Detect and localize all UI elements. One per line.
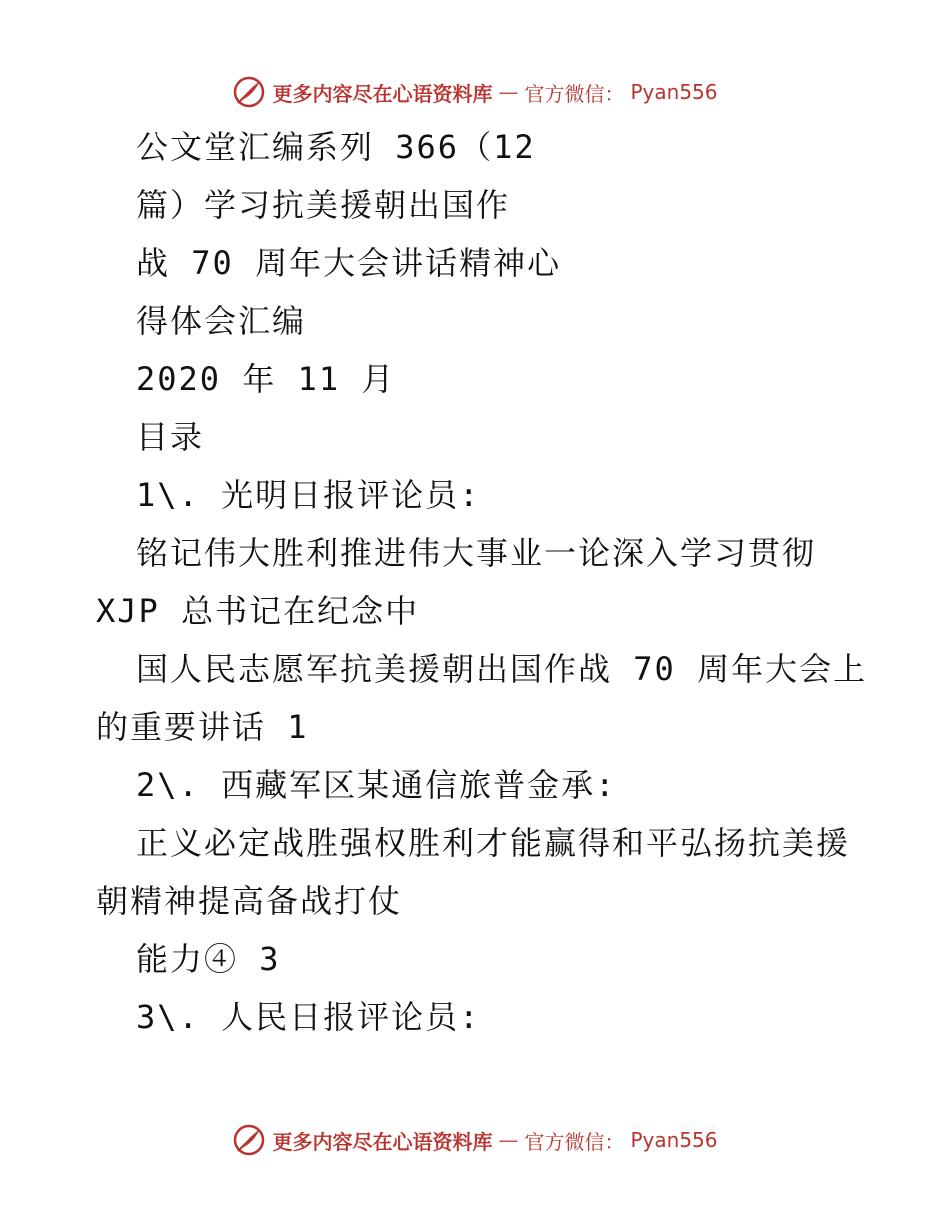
banner-wechat-label: 官方微信： [524,1129,625,1154]
footer-banner [0,1118,950,1162]
document-body [96,118,886,1046]
banner-slogan: 更多内容尽在心语资料库 [272,81,493,106]
toc-line: 正义必定战胜强权胜利才能赢得和平弘扬抗美援 [136,824,851,862]
banner-wechat-id: Pyan556 [630,80,718,104]
toc-line: 2\. 西藏军区某通信旅普金承: [136,766,617,804]
toc-line: 1\. 光明日报评论员: [136,476,481,514]
doc-title-line-1: 公文堂汇编系列 366（12 [136,128,536,166]
banner-separator: — [498,1128,519,1152]
toc-line: 铭记伟大胜利推进伟大事业一论深入学习贯彻 [136,534,817,572]
toc-list [96,466,886,1046]
toc-heading: 目录 [136,418,205,456]
toc-line: 朝精神提高备战打仗 [96,882,403,920]
toc-line: 国人民志愿军抗美援朝出国作战 70 周年大会上 [136,650,868,688]
header-banner [0,70,950,114]
toc-line: XJP 总书记在纪念中 [96,592,420,630]
toc-line: 能力④ 3 [136,940,281,978]
doc-title-line-4: 得体会汇编 [136,302,307,340]
doc-date: 2020 年 11 月 [136,360,396,398]
feather-logo-icon [232,75,266,109]
doc-title-line-2: 篇）学习抗美援朝出国作 [136,186,511,224]
toc-line: 3\. 人民日报评论员: [136,998,481,1036]
feather-logo-icon [232,1123,266,1157]
banner-slogan: 更多内容尽在心语资料库 [272,1129,493,1154]
toc-line: 的重要讲话 1 [96,708,309,746]
banner-wechat-label: 官方微信： [524,81,625,106]
banner-wechat-id: Pyan556 [630,1128,718,1152]
doc-title-line-3: 战 70 周年大会讲话精神心 [136,244,562,282]
banner-separator: — [498,80,519,104]
